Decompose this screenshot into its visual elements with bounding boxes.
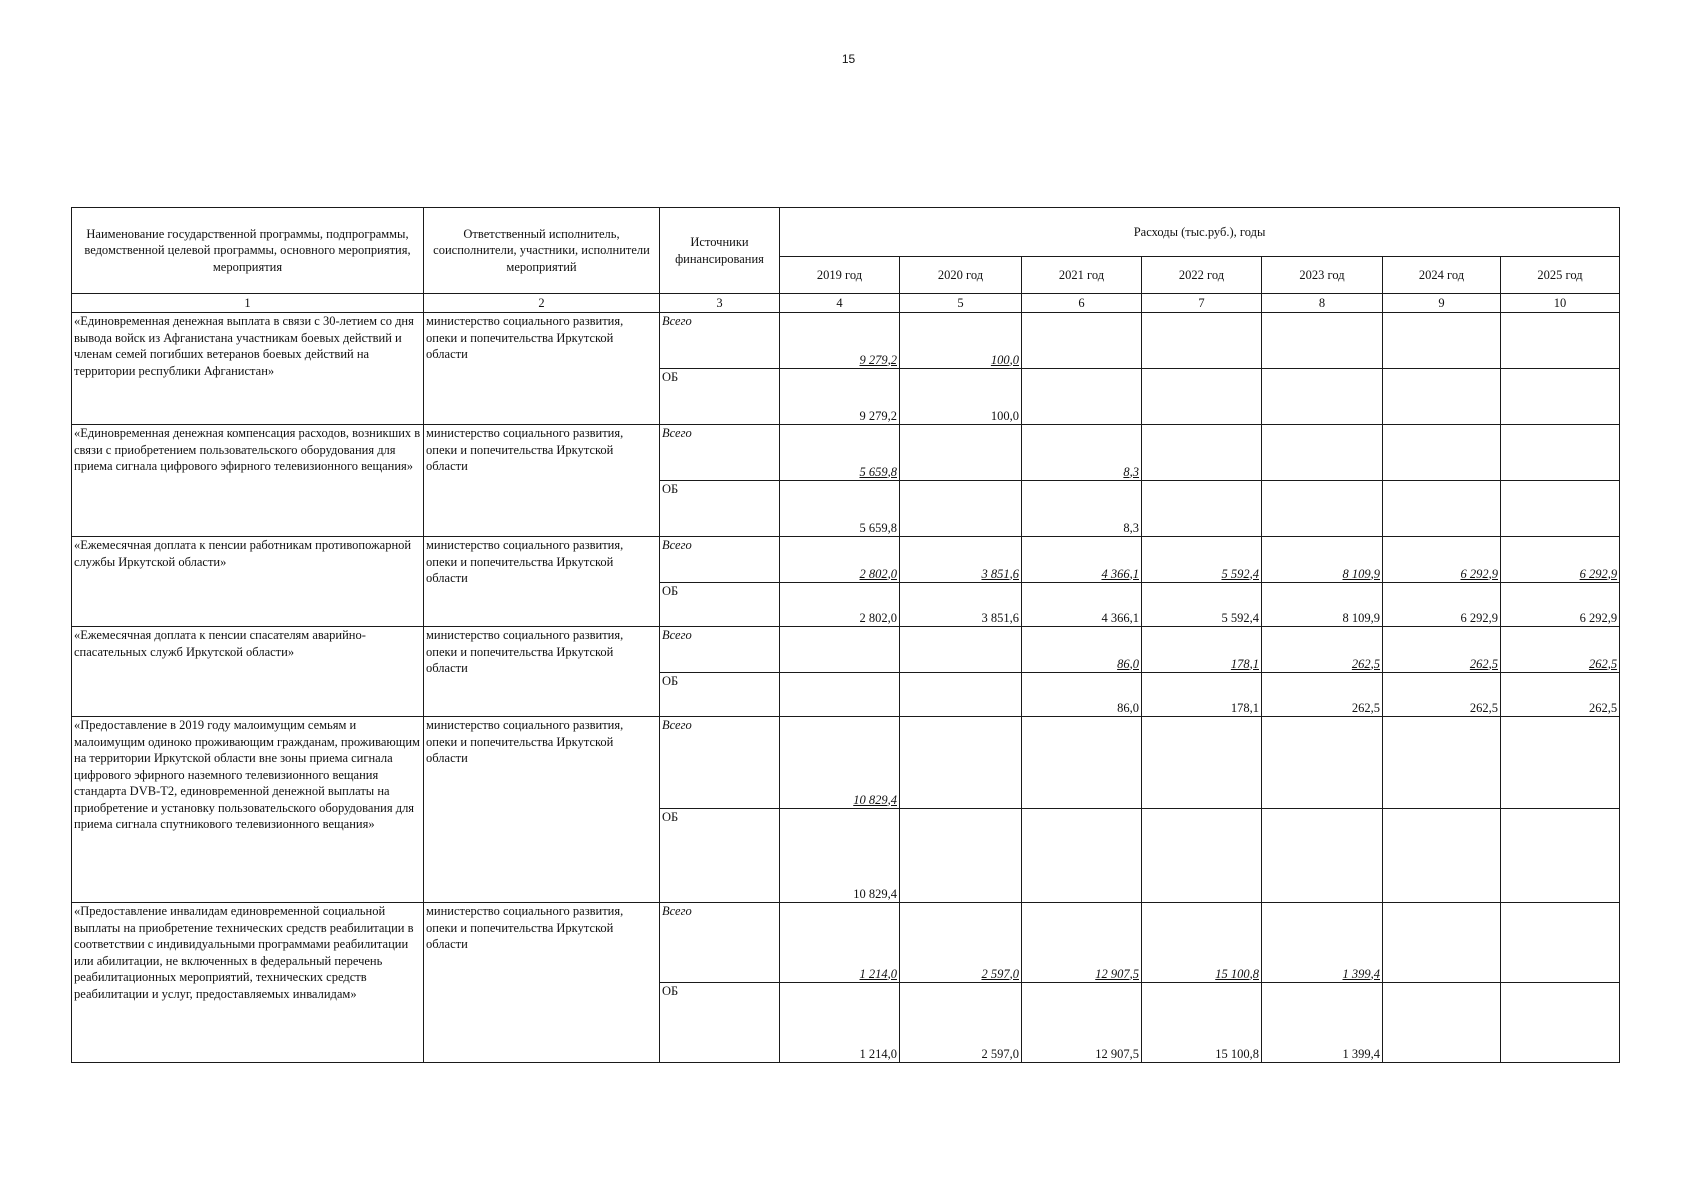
ob-value xyxy=(900,481,1022,537)
ob-value: 6 292,9 xyxy=(1501,583,1620,627)
ob-value: 86,0 xyxy=(1022,673,1142,717)
ob-value xyxy=(1383,809,1501,903)
budget-table xyxy=(71,207,1620,1063)
ob-value: 4 366,1 xyxy=(1022,583,1142,627)
ob-value xyxy=(1142,481,1262,537)
ob-value: 262,5 xyxy=(1383,673,1501,717)
executor-name: министерство социального развития, опеки и попечительства Иркутской области xyxy=(424,717,660,903)
activity-name: «Единовременная денежная выплата в связи с 30-летием со дня вывода войск из Афганистана участникам боевых действий и членам семей погибших ветеранов боевых действий на территории республики Афганистан» xyxy=(72,313,424,425)
total-value xyxy=(1383,717,1501,809)
total-value xyxy=(1142,717,1262,809)
ob-value xyxy=(1142,369,1262,425)
ob-value xyxy=(1262,481,1383,537)
header-executor-column: Ответственный исполнитель, соисполнители, участники, исполнители мероприятий xyxy=(424,208,660,294)
total-value xyxy=(1501,425,1620,481)
total-value: 86,0 xyxy=(1022,627,1142,673)
source-total-label: Всего xyxy=(660,627,780,673)
column-number: 8 xyxy=(1262,294,1383,313)
total-value xyxy=(900,627,1022,673)
header-source-column: Источники финансирования xyxy=(660,208,780,294)
ob-value: 262,5 xyxy=(1262,673,1383,717)
ob-value: 100,0 xyxy=(900,369,1022,425)
ob-value: 2 597,0 xyxy=(900,983,1022,1063)
header-row-main xyxy=(72,208,1620,257)
source-total-label: Всего xyxy=(660,903,780,983)
table-body xyxy=(72,313,1620,1063)
ob-value: 1 399,4 xyxy=(1262,983,1383,1063)
table-row-total xyxy=(72,903,1620,983)
ob-value: 9 279,2 xyxy=(780,369,900,425)
total-value xyxy=(1262,313,1383,369)
total-value: 15 100,8 xyxy=(1142,903,1262,983)
ob-value: 262,5 xyxy=(1501,673,1620,717)
source-ob-label: ОБ xyxy=(660,583,780,627)
total-value xyxy=(1501,717,1620,809)
column-number: 4 xyxy=(780,294,900,313)
total-value: 9 279,2 xyxy=(780,313,900,369)
header-year: 2023 год xyxy=(1262,257,1383,294)
total-value: 1 399,4 xyxy=(1262,903,1383,983)
executor-name: министерство социального развития, опеки и попечительства Иркутской области xyxy=(424,627,660,717)
ob-value: 6 292,9 xyxy=(1383,583,1501,627)
total-value: 262,5 xyxy=(1501,627,1620,673)
source-total-label: Всего xyxy=(660,717,780,809)
ob-value xyxy=(1022,809,1142,903)
header-year: 2025 год xyxy=(1501,257,1620,294)
ob-value xyxy=(1383,983,1501,1063)
source-ob-label: ОБ xyxy=(660,673,780,717)
total-value xyxy=(1383,425,1501,481)
ob-value: 1 214,0 xyxy=(780,983,900,1063)
total-value: 8,3 xyxy=(1022,425,1142,481)
table-row-total xyxy=(72,717,1620,809)
total-value: 2 597,0 xyxy=(900,903,1022,983)
total-value: 1 214,0 xyxy=(780,903,900,983)
column-number: 6 xyxy=(1022,294,1142,313)
source-total-label: Всего xyxy=(660,537,780,583)
total-value: 4 366,1 xyxy=(1022,537,1142,583)
column-number: 9 xyxy=(1383,294,1501,313)
total-value: 2 802,0 xyxy=(780,537,900,583)
ob-value: 15 100,8 xyxy=(1142,983,1262,1063)
table-row-total xyxy=(72,425,1620,481)
activity-name: «Предоставление инвалидам единовременной социальной выплаты на приобретение технических средств реабилитации в соответствии с индивидуальными программами реабилитации или абилитации, не включенных в федеральный перечень реабилитационных мероприятий, технических средств реабилитации и услуг, предоставляемых инвалидам» xyxy=(72,903,424,1063)
table-row-total xyxy=(72,537,1620,583)
ob-value: 2 802,0 xyxy=(780,583,900,627)
header-year: 2019 год xyxy=(780,257,900,294)
total-value xyxy=(780,627,900,673)
total-value: 262,5 xyxy=(1383,627,1501,673)
ob-value xyxy=(1501,983,1620,1063)
ob-value xyxy=(1383,369,1501,425)
column-number: 3 xyxy=(660,294,780,313)
ob-value: 10 829,4 xyxy=(780,809,900,903)
ob-value xyxy=(1022,369,1142,425)
source-total-label: Всего xyxy=(660,313,780,369)
column-number: 2 xyxy=(424,294,660,313)
total-value: 12 907,5 xyxy=(1022,903,1142,983)
ob-value xyxy=(1383,481,1501,537)
ob-value xyxy=(1501,809,1620,903)
source-ob-label: ОБ xyxy=(660,809,780,903)
total-value: 3 851,6 xyxy=(900,537,1022,583)
total-value xyxy=(1383,313,1501,369)
total-value: 6 292,9 xyxy=(1501,537,1620,583)
source-ob-label: ОБ xyxy=(660,369,780,425)
ob-value xyxy=(900,809,1022,903)
table-row-total xyxy=(72,313,1620,369)
page-number: 15 xyxy=(841,52,856,66)
executor-name: министерство социального развития, опеки и попечительства Иркутской области xyxy=(424,903,660,1063)
ob-value: 5 592,4 xyxy=(1142,583,1262,627)
ob-value xyxy=(900,673,1022,717)
total-value xyxy=(1022,313,1142,369)
table-row-total xyxy=(72,627,1620,673)
ob-value xyxy=(1501,369,1620,425)
column-number: 10 xyxy=(1501,294,1620,313)
column-number-row xyxy=(72,294,1620,313)
total-value: 262,5 xyxy=(1262,627,1383,673)
activity-name: «Предоставление в 2019 году малоимущим семьям и малоимущим одиноко проживающим гражданам, проживающим на территории Иркутской области вне зоны приема сигнала цифрового эфирного наземного телевизионного вещания стандарта DVB-T2, единовременной денежной выплаты на приобретение и установку пользовательского оборудования для приема сигнала спутникового телевизионного вещания» xyxy=(72,717,424,903)
header-year: 2024 год xyxy=(1383,257,1501,294)
ob-value: 8 109,9 xyxy=(1262,583,1383,627)
total-value xyxy=(1022,717,1142,809)
total-value xyxy=(1142,425,1262,481)
total-value: 178,1 xyxy=(1142,627,1262,673)
header-expenses-column: Расходы (тыс.руб.), годы xyxy=(780,208,1620,257)
executor-name: министерство социального развития, опеки и попечительства Иркутской области xyxy=(424,425,660,537)
header-year: 2021 год xyxy=(1022,257,1142,294)
total-value: 8 109,9 xyxy=(1262,537,1383,583)
activity-name: «Ежемесячная доплата к пенсии спасателям аварийно-спасательных служб Иркутской области» xyxy=(72,627,424,717)
source-ob-label: ОБ xyxy=(660,983,780,1063)
ob-value xyxy=(1142,809,1262,903)
total-value xyxy=(900,717,1022,809)
activity-name: «Ежемесячная доплата к пенсии работникам противопожарной службы Иркутской области» xyxy=(72,537,424,627)
total-value: 6 292,9 xyxy=(1383,537,1501,583)
executor-name: министерство социального развития, опеки и попечительства Иркутской области xyxy=(424,313,660,425)
total-value xyxy=(1142,313,1262,369)
ob-value xyxy=(1262,809,1383,903)
ob-value xyxy=(1262,369,1383,425)
source-total-label: Всего xyxy=(660,425,780,481)
total-value xyxy=(1262,717,1383,809)
ob-value: 178,1 xyxy=(1142,673,1262,717)
ob-value xyxy=(780,673,900,717)
ob-value: 3 851,6 xyxy=(900,583,1022,627)
column-number: 1 xyxy=(72,294,424,313)
ob-value: 12 907,5 xyxy=(1022,983,1142,1063)
activity-name: «Единовременная денежная компенсация расходов, возникших в связи с приобретением пользовательского оборудования для приема сигнала цифрового эфирного телевизионного вещания» xyxy=(72,425,424,537)
total-value: 5 592,4 xyxy=(1142,537,1262,583)
column-number: 7 xyxy=(1142,294,1262,313)
total-value xyxy=(1501,903,1620,983)
ob-value xyxy=(1501,481,1620,537)
source-ob-label: ОБ xyxy=(660,481,780,537)
total-value: 100,0 xyxy=(900,313,1022,369)
header-name-column: Наименование государственной программы, подпрограммы, ведомственной целевой программы, основного мероприятия, мероприятия xyxy=(72,208,424,294)
ob-value: 8,3 xyxy=(1022,481,1142,537)
total-value: 10 829,4 xyxy=(780,717,900,809)
total-value: 5 659,8 xyxy=(780,425,900,481)
total-value xyxy=(900,425,1022,481)
ob-value: 5 659,8 xyxy=(780,481,900,537)
column-number: 5 xyxy=(900,294,1022,313)
executor-name: министерство социального развития, опеки и попечительства Иркутской области xyxy=(424,537,660,627)
total-value xyxy=(1501,313,1620,369)
total-value xyxy=(1383,903,1501,983)
total-value xyxy=(1262,425,1383,481)
header-year: 2020 год xyxy=(900,257,1022,294)
header-year: 2022 год xyxy=(1142,257,1262,294)
